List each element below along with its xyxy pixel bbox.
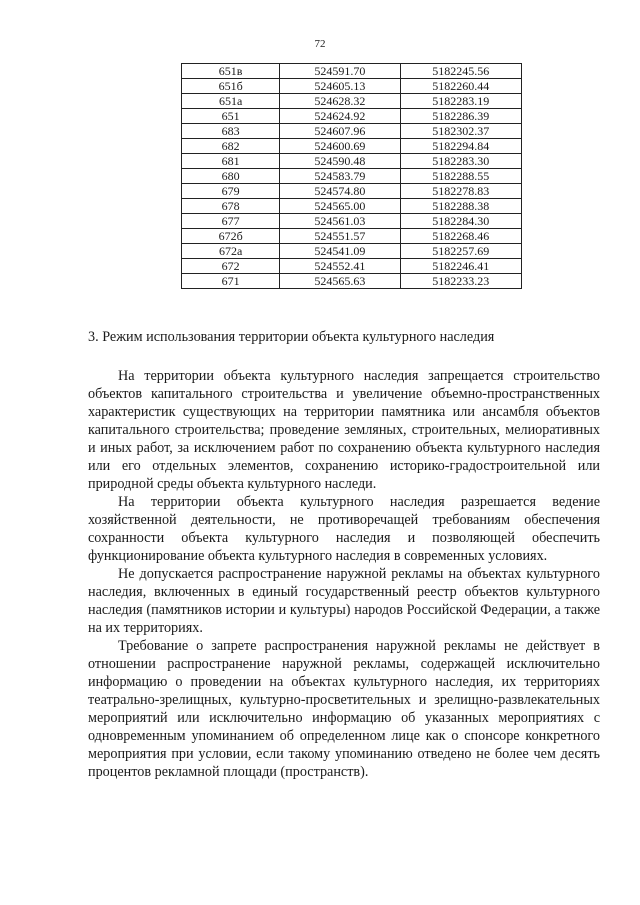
table-row: [182, 244, 522, 259]
point-number-cell: 682: [182, 139, 280, 154]
point-number-cell: 672б: [182, 229, 280, 244]
x-coordinate-cell: 524624.92: [280, 109, 400, 124]
paragraph: Требование о запрете распространения наружной рекламы не действует в отношении распространение наружной рекламы, содержащей исключительно информацию о проведении на объектах культурного наследия, их территориях театрально-зрелищных, культурно-просветительных и зрелищно-развлекательных мероприятий или исключительно информацию об указанных мероприятиях с одновременным упоминанием об определенном лице как о спонсоре конкретного мероприятия при условии, если такому упоминанию отведено не более чем десять процентов рекламной площади (пространств).: [88, 638, 600, 780]
table-row: [182, 79, 522, 94]
table-row: [182, 64, 522, 79]
x-coordinate-cell: 524551.57: [280, 229, 400, 244]
point-number-cell: 672: [182, 259, 280, 274]
point-number-cell: 651: [182, 109, 280, 124]
point-number-cell: 671: [182, 274, 280, 289]
y-coordinate-cell: 5182283.30: [400, 154, 521, 169]
table-row: [182, 199, 522, 214]
point-number-cell: 681: [182, 154, 280, 169]
point-number-cell: 651б: [182, 79, 280, 94]
point-number-cell: 677: [182, 214, 280, 229]
table-row: [182, 109, 522, 124]
y-coordinate-cell: 5182288.38: [400, 199, 521, 214]
paragraph: На территории объекта культурного наследия разрешается ведение хозяйственной деятельности, не противоречащей требованиям обеспечения сохранности объекта культурного наследия и позволяющей обеспечить функционирование объекта культурного наследия в современных условиях.: [88, 494, 600, 564]
y-coordinate-cell: 5182284.30: [400, 214, 521, 229]
x-coordinate-cell: 524583.79: [280, 169, 400, 184]
table-row: [182, 94, 522, 109]
table-row: [182, 214, 522, 229]
point-number-cell: 683: [182, 124, 280, 139]
y-coordinate-cell: 5182257.69: [400, 244, 521, 259]
y-coordinate-cell: 5182288.55: [400, 169, 521, 184]
section-heading: 3. Режим использования территории объекта культурного наследия: [88, 329, 495, 345]
x-coordinate-cell: 524628.32: [280, 94, 400, 109]
point-number-cell: 680: [182, 169, 280, 184]
point-number-cell: 679: [182, 184, 280, 199]
x-coordinate-cell: 524565.63: [280, 274, 400, 289]
x-coordinate-cell: 524607.96: [280, 124, 400, 139]
x-coordinate-cell: 524605.13: [280, 79, 400, 94]
page-number: 72: [314, 38, 326, 50]
paragraph: Не допускается распространение наружной рекламы на объектах культурного наследия, включенных в единый государственный реестр объектов культурного наследия (памятников истории и культуры) народов Российской Федерации, а также на их территориях.: [88, 566, 600, 636]
y-coordinate-cell: 5182278.83: [400, 184, 521, 199]
coordinates-table-body: [182, 64, 522, 289]
table-row: [182, 274, 522, 289]
x-coordinate-cell: 524574.80: [280, 184, 400, 199]
y-coordinate-cell: 5182233.23: [400, 274, 521, 289]
table-row: [182, 184, 522, 199]
x-coordinate-cell: 524541.09: [280, 244, 400, 259]
coordinates-table: [181, 63, 522, 289]
point-number-cell: 651а: [182, 94, 280, 109]
point-number-cell: 651в: [182, 64, 280, 79]
point-number-cell: 678: [182, 199, 280, 214]
table-row: [182, 124, 522, 139]
x-coordinate-cell: 524565.00: [280, 199, 400, 214]
x-coordinate-cell: 524552.41: [280, 259, 400, 274]
paragraph: На территории объекта культурного наследия запрещается строительство объектов капитального строительства и увеличение объемно-пространственных характеристик существующих на территории памятника или ансамбля объектов капитального строительства; проведение земляных, строительных, мелиоративных и иных работ, за исключением работ по сохранению объекта культурного наследия или его отдельных элементов, сохранению историко-градостроительной или природной среды объекта культурного наследи.: [88, 368, 600, 492]
y-coordinate-cell: 5182294.84: [400, 139, 521, 154]
x-coordinate-cell: 524591.70: [280, 64, 400, 79]
table-row: [182, 259, 522, 274]
table-row: [182, 154, 522, 169]
y-coordinate-cell: 5182246.41: [400, 259, 521, 274]
x-coordinate-cell: 524561.03: [280, 214, 400, 229]
y-coordinate-cell: 5182260.44: [400, 79, 521, 94]
y-coordinate-cell: 5182245.56: [400, 64, 521, 79]
table-row: [182, 139, 522, 154]
y-coordinate-cell: 5182302.37: [400, 124, 521, 139]
y-coordinate-cell: 5182283.19: [400, 94, 521, 109]
x-coordinate-cell: 524590.48: [280, 154, 400, 169]
section-text: [88, 367, 600, 781]
table-row: [182, 229, 522, 244]
x-coordinate-cell: 524600.69: [280, 139, 400, 154]
y-coordinate-cell: 5182268.46: [400, 229, 521, 244]
y-coordinate-cell: 5182286.39: [400, 109, 521, 124]
table-row: [182, 169, 522, 184]
point-number-cell: 672а: [182, 244, 280, 259]
